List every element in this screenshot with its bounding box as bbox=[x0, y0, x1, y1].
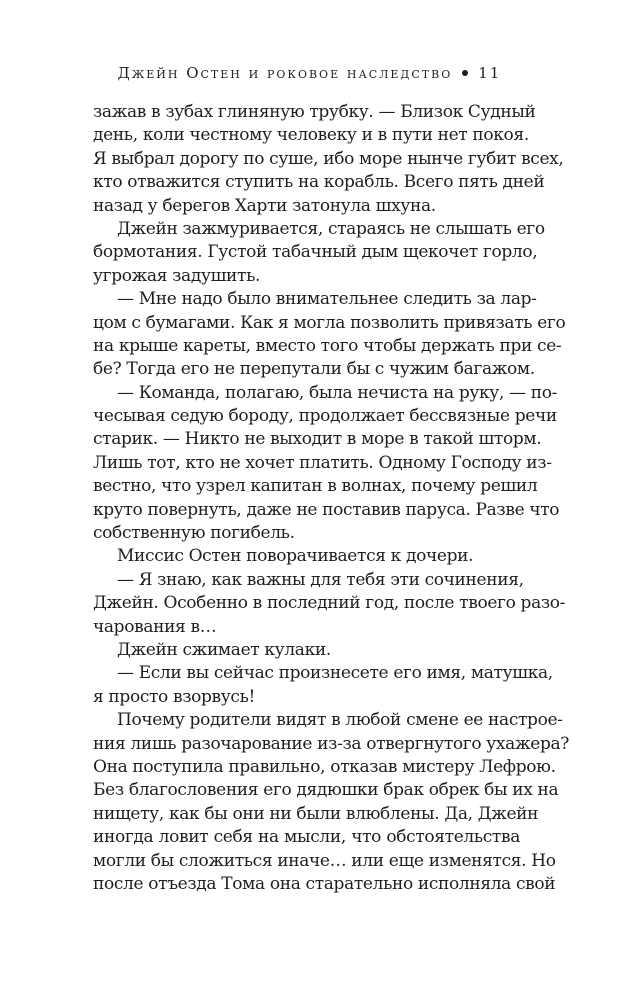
text-line: чесывая седую бороду, продолжает бессвязные речи bbox=[93, 406, 557, 427]
text-line: зажав в зубах глиняную трубку. — Близок Судный bbox=[93, 102, 536, 122]
text-line: угрожая задушить. bbox=[93, 265, 261, 286]
text-line: Лишь тот, кто не хочет платить. Одному Господу из- bbox=[93, 452, 552, 473]
text-line: Почему родители видят в любой смене ее настрое- bbox=[117, 710, 563, 731]
text-line: вестно, что узрел капитан в волнах, почему решил bbox=[93, 476, 538, 497]
text-line: цом с бумагами. Как я могла позволить привязать его bbox=[93, 312, 566, 333]
text-line: на крыше кареты, вместо того чтобы держать при се- bbox=[93, 335, 562, 356]
text-line: кто отважится ступить на корабль. Всего пять дней bbox=[93, 172, 545, 193]
page-number: 11 bbox=[478, 64, 502, 82]
text-line: назад у берегов Харти затонула шхуна. bbox=[93, 195, 436, 216]
text-line: старик. — Никто не выходит в море в такой шторм. bbox=[93, 429, 542, 450]
text-line: Джейн. Особенно в последний год, после твоего разо- bbox=[93, 593, 566, 614]
bullet-separator-icon bbox=[462, 70, 468, 76]
text-line: Джейн сжимает кулаки. bbox=[117, 639, 331, 660]
text-line: собственную погибель. bbox=[93, 523, 295, 544]
text-line: я просто взорвусь! bbox=[93, 686, 255, 707]
text-line: после отъезда Тома она старательно исполняла свой bbox=[93, 873, 556, 894]
text-line: иногда ловит себя на мысли, что обстоятельства bbox=[93, 827, 520, 848]
text-line: нищету, как бы они ни были влюблены. Да, Джейн bbox=[93, 803, 539, 824]
text-line: Она поступила правильно, отказав мистеру Лефрою. bbox=[93, 756, 556, 777]
text-line: круто повернуть, даже не поставив паруса. Разве что bbox=[93, 499, 560, 520]
book-title: Джейн Остен и роковое наследство bbox=[117, 64, 453, 82]
body-text bbox=[93, 101, 570, 896]
running-header bbox=[0, 64, 619, 82]
text-line: день, коли честному человеку и в пути нет покоя. bbox=[93, 125, 529, 146]
text-line: бормотания. Густой табачный дым щекочет горло, bbox=[93, 242, 538, 263]
text-line: — Я знаю, как важны для тебя эти сочинения, bbox=[117, 569, 524, 590]
text-line: — Если вы сейчас произнесете его имя, матушка, bbox=[117, 663, 553, 684]
text-line: могли бы сложиться иначе… или еще изменятся. Но bbox=[93, 850, 556, 871]
text-line: ния лишь разочарование из-за отвергнутого ухажера? bbox=[93, 733, 570, 754]
text-line: Миссис Остен поворачивается к дочери. bbox=[117, 546, 474, 567]
text-line: — Команда, полагаю, была нечиста на руку, — по- bbox=[117, 382, 558, 403]
text-line: Я выбрал дорогу по суше, ибо море нынче губит всех, bbox=[93, 148, 564, 169]
text-line: Без благословения его дядюшки брак обрек бы их на bbox=[93, 780, 559, 801]
text-line: чарования в… bbox=[93, 616, 217, 637]
text-line: Джейн зажмуривается, стараясь не слышать его bbox=[117, 218, 545, 239]
text-line: — Мне надо было внимательнее следить за лар- bbox=[117, 289, 537, 310]
text-line: бе? Тогда его не перепутали бы с чужим багажом. bbox=[93, 359, 535, 380]
